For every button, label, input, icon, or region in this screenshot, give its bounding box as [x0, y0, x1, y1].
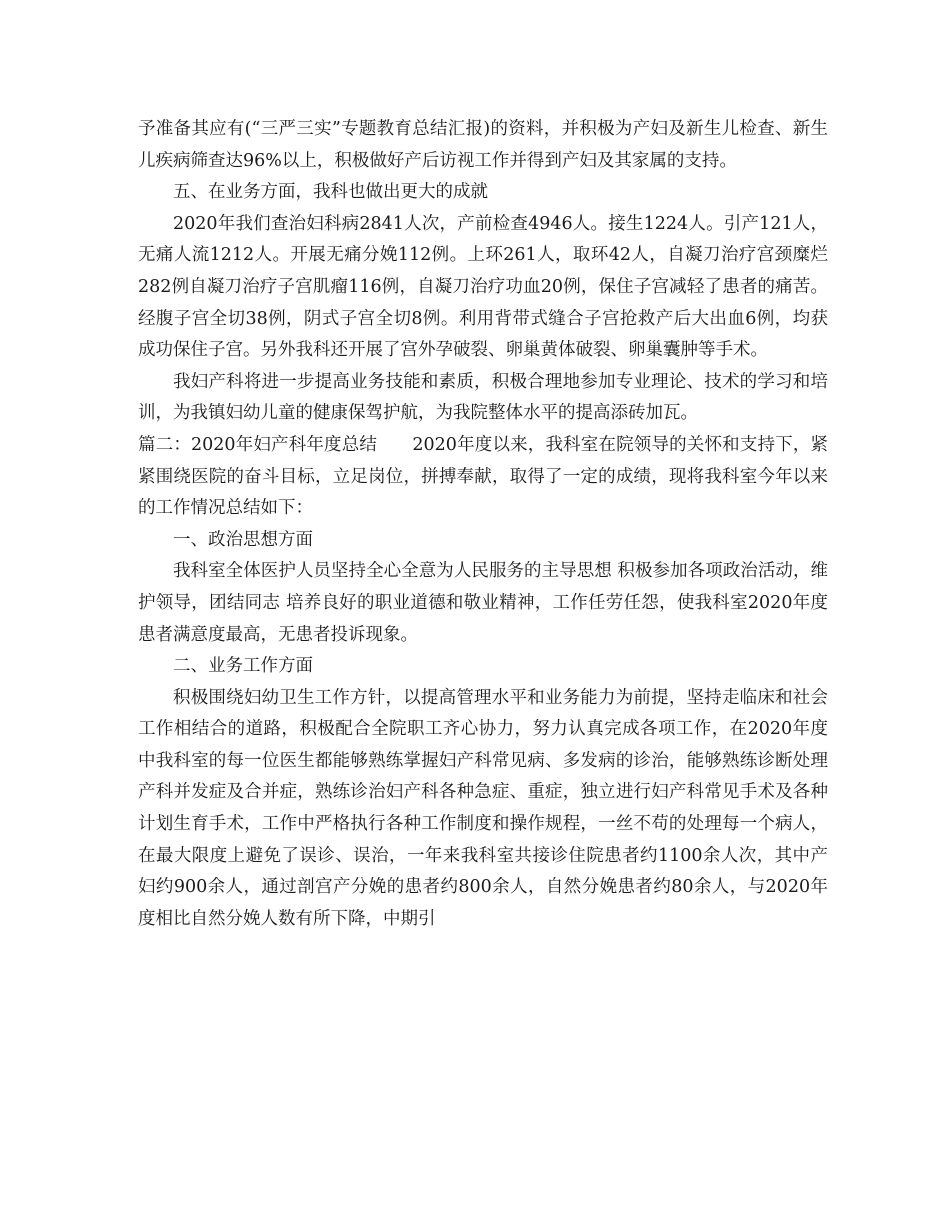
section-heading-work: 二、业务工作方面 [173, 656, 313, 677]
section-heading-political: 一、政治思想方面 [173, 529, 313, 550]
paragraph-continued-intro: 予准备其应有(“三严三实”专题教育总结汇报)的资料，并积极为产妇及新生儿检查、新生儿疾病筛查达96%以上，积极做好产后访视工作并得到产妇及其家属的支持。 [138, 119, 828, 171]
paragraph-political: 我科室全体医护人员坚持全心全意为人民服务的主导思想 积极参加各项政治活动，维护领导，团结同志 培养良好的职业道德和敬业精神，工作任劳任怨，使我科室2020年度患者满意度最高，无患者投诉现象。 [138, 561, 828, 645]
paragraph-business-stats: 2020年我们查治妇科病2841人次，产前检查4946人。接生1224人。引产121人，无痛人流1212人。开展无痛分娩112例。上环261人，取环42人，自凝刀治疗宫颈糜烂282例自凝刀治疗子宫肌瘤116例，自凝刀治疗功血20例，保住子宫减轻了患者的痛苦。经腹子宫全切38例，阴式子宫全切8例。利用背带式缝合子宫抢救产后大出血6例，均获成功保住子宫。另外我科还开展了宫外孕破裂、卵巢黄体破裂、卵巢囊肿等手术。 [138, 213, 828, 361]
paragraph-future-plan: 我妇产科将进一步提高业务技能和素质，积极合理地参加专业理论、技术的学习和培训，为我镇妇幼儿童的健康保驾护航，为我院整体水平的提高添砖加瓦。 [138, 371, 828, 424]
document-body [138, 114, 828, 935]
section-heading-business: 五、在业务方面，我科也做出更大的成就 [173, 182, 488, 203]
paragraph-work: 积极围绕妇幼卫生工作方针，以提高管理水平和业务能力为前提，坚持走临床和社会工作相结合的道路，积极配合全院职工齐心协力，努力认真完成各项工作，在2020年度中我科室的每一位医生都能够熟练掌握妇产科常见病、多发病的诊治，能够熟练诊断处理产科并发症及合并症，熟练诊治妇产科各种急症、重症，独立进行妇产科常见手术及各种计划生育手术，工作中严格执行各种工作制度和操作规程，一丝不苟的处理每一个病人，在最大限度上避免了误诊、误治，一年来我科室共接诊住院患者约1100余人次，其中产妇约900余人，通过剖宫产分娩的患者约800余人，自然分娩患者约80余人，与2020年度相比自然分娩人数有所下降，中期引 [138, 687, 828, 929]
paragraph-part-two-intro: 篇二：2020年妇产科年度总结 2020年度以来，我科室在院领导的关怀和支持下，紧紧围绕医院的奋斗目标，立足岗位，拼搏奉献，取得了一定的成绩，现将我科室今年以来的工作情况总结如下： [138, 434, 828, 519]
